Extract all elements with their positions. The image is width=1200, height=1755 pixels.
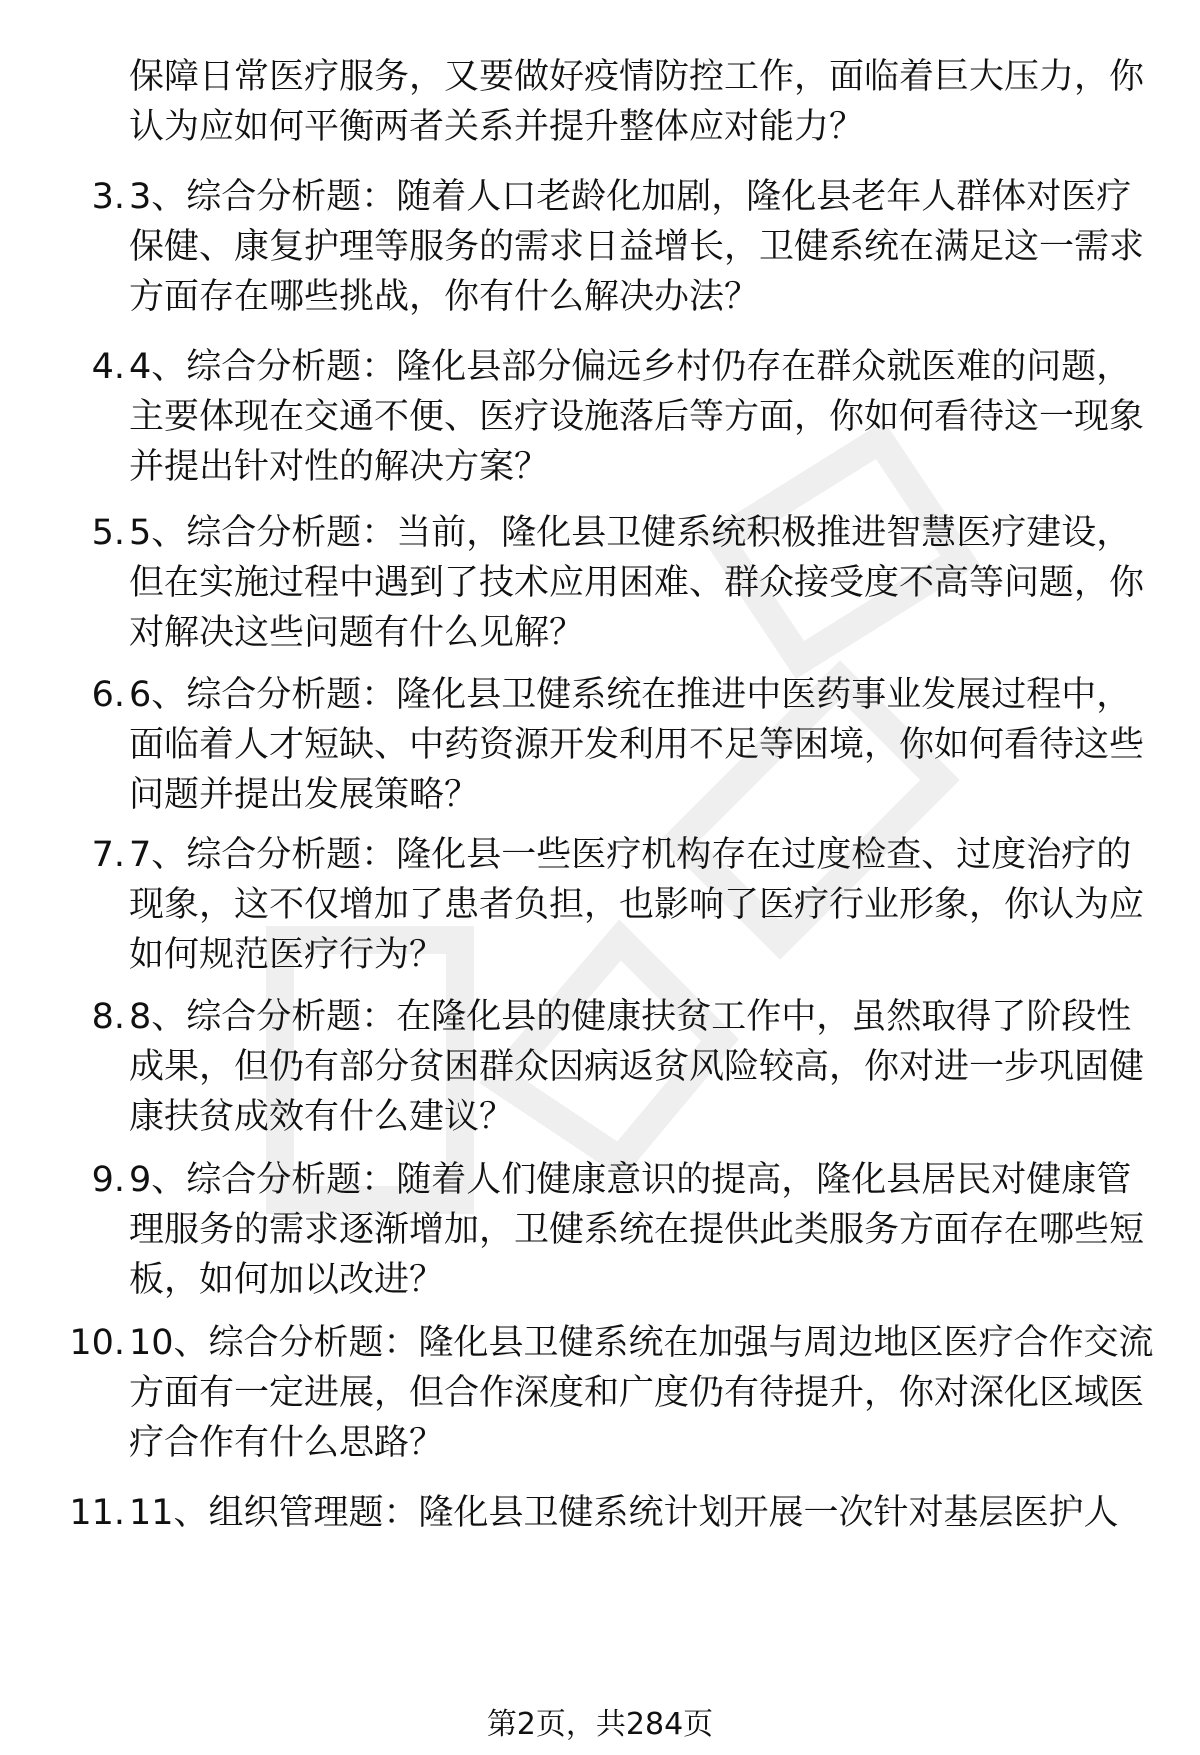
page-footer: 第2页，共284页 [486, 1707, 714, 1742]
item-text: 5、综合分析题：当前，隆化县卫健系统积极推进智慧医疗建设，但在实施过程中遇到了技术应用困难、群众接受度不高等问题，你对解决这些问题有什么见解？ [129, 513, 1145, 653]
item-text: 11、组织管理题：隆化县卫健系统计划开展一次针对基层医护人 [129, 1493, 1119, 1533]
item-number: 7. [91, 835, 125, 875]
item-text: 10、综合分析题：隆化县卫健系统在加强与周边地区医疗合作交流方面有一定进展，但合作深度和广度仍有待提升，你对深化区域医疗合作有什么思路？ [129, 1323, 1154, 1463]
continuation-paragraph: 保障日常医疗服务，又要做好疫情防控工作，面临着巨大压力，你认为应如何平衡两者关系并提升整体应对能力？ [129, 57, 1145, 147]
item-number: 10. [69, 1323, 125, 1363]
item-text: 6、综合分析题：隆化县卫健系统在推进中医药事业发展过程中，面临着人才短缺、中药资源开发利用不足等困境，你如何看待这些问题并提出发展策略？ [129, 675, 1145, 815]
item-number: 9. [91, 1160, 125, 1200]
item-text: 4、综合分析题：隆化县部分偏远乡村仍存在群众就医难的问题，主要体现在交通不便、医疗设施落后等方面，你如何看待这一现象并提出针对性的解决方案？ [129, 347, 1145, 487]
item-number: 6. [91, 675, 125, 715]
item-text: 8、综合分析题：在隆化县的健康扶贫工作中，虽然取得了阶段性成果，但仍有部分贫困群众因病返贫风险较高，你对进一步巩固健康扶贫成效有什么建议？ [129, 997, 1145, 1137]
item-number: 11. [69, 1493, 125, 1533]
item-text: 3、综合分析题：随着人口老龄化加剧，隆化县老年人群体对医疗保健、康复护理等服务的需求日益增长，卫健系统在满足这一需求方面存在哪些挑战，你有什么解决办法？ [129, 177, 1145, 317]
item-number: 5. [91, 513, 125, 553]
item-text: 7、综合分析题：隆化县一些医疗机构存在过度检查、过度治疗的现象，这不仅增加了患者负担，也影响了医疗行业形象，你认为应如何规范医疗行为？ [129, 835, 1145, 975]
item-number: 8. [91, 997, 125, 1037]
item-number: 3. [91, 177, 125, 217]
item-text: 9、综合分析题：随着人们健康意识的提高，隆化县居民对健康管理服务的需求逐渐增加，卫健系统在提供此类服务方面存在哪些短板，如何加以改进？ [129, 1160, 1145, 1300]
item-number: 4. [91, 347, 125, 387]
